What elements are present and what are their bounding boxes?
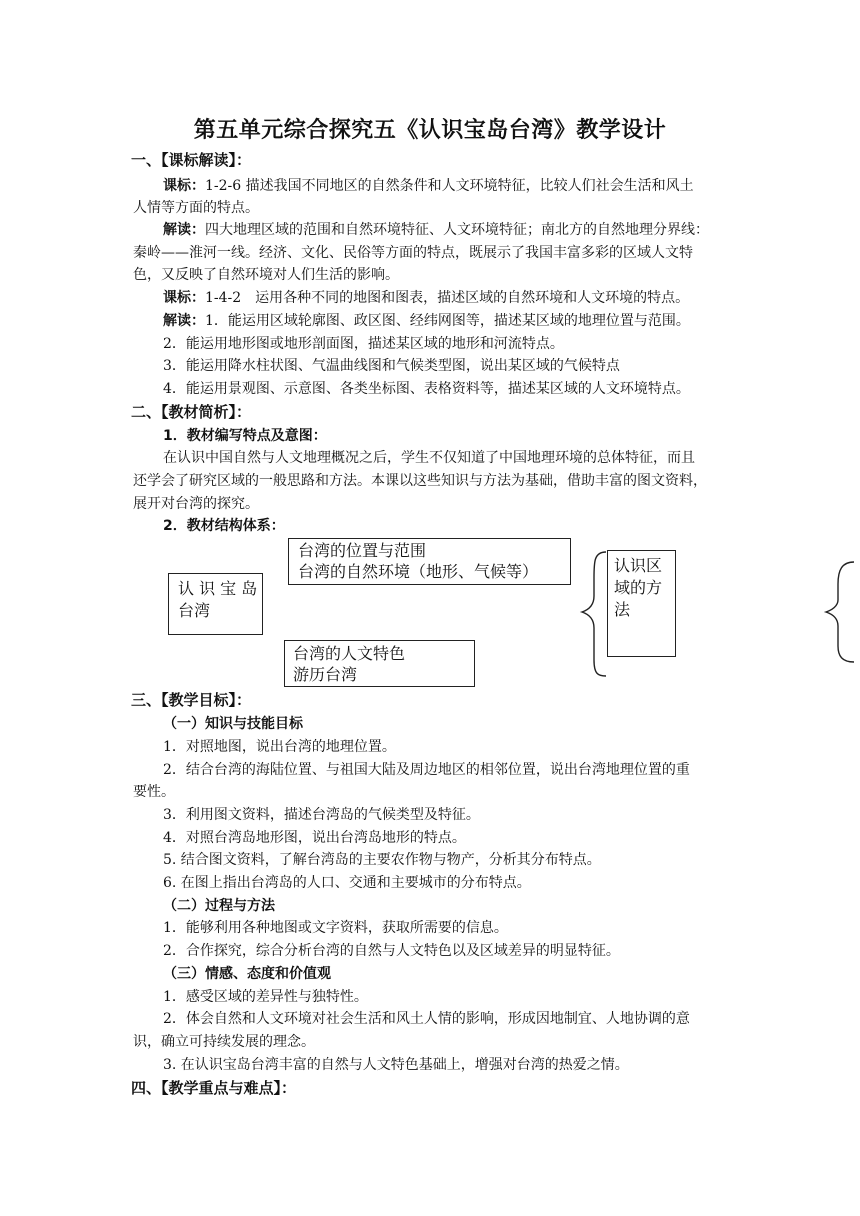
objectives-group-1-item: 要性。: [133, 784, 175, 800]
diagram-box-center-line-2: 台湾: [178, 601, 211, 620]
objectives-group-3-item: 识，确立可持续发展的理念。: [133, 1034, 315, 1050]
standard-1-text-cont: 人情等方面的特点。: [133, 200, 259, 216]
objectives-group-3-item: 2．体会自然和人文环境对社会生活和风土人情的影响，形成因地制宜、人地协调的意: [163, 1011, 690, 1027]
textbook-paragraph-line-2: 还学会了研究区域的一般思路和方法。本课以这些知识与方法为基础，借助丰富的图文资料，: [133, 473, 707, 489]
objectives-group-2-item: 2．合作探究，综合分析台湾的自然与人文特色以及区域差异的明显特征。: [163, 943, 620, 959]
objectives-group-1-item: 1．对照地图，说出台湾的地理位置。: [163, 739, 396, 755]
objectives-group-1-item: 5. 结合图文资料，了解台湾岛的主要农作物与物产，分析其分布特点。: [163, 852, 601, 868]
interpretation-1-line-3: 色，又反映了自然环境对人们生活的影响。: [133, 267, 399, 283]
objectives-group-2-item: 1．能够利用各种地图或文字资料，获取所需要的信息。: [163, 920, 508, 936]
objectives-group-1-heading: （一）知识与技能目标: [163, 716, 303, 732]
section-heading-textbook: 二、【教材简析】：: [131, 403, 252, 421]
objectives-group-3-heading: （三）情感、态度和价值观: [163, 966, 331, 982]
section-heading-standards: 一、【课标解读】：: [131, 151, 252, 169]
diagram-box-method-line-2: 域的方: [614, 578, 663, 597]
interpretation-1-line-2: 秦岭——淮河一线。经济、文化、民俗等方面的特点，既展示了我国丰富多彩的区域人文特: [133, 245, 693, 261]
objectives-group-1-item: 6. 在图上指出台湾岛的人口、交通和主要城市的分布特点。: [163, 875, 531, 891]
objectives-group-1-item: 3．利用图文资料，描述台湾岛的气候类型及特征。: [163, 807, 480, 823]
diagram-box-natural-line-1: 台湾的位置与范围: [298, 541, 427, 560]
diagram-box-natural-line-2: 台湾的自然环境（地形、气候等）: [298, 562, 539, 581]
section-heading-key-points: 四、【教学重点与难点】：: [131, 1079, 297, 1097]
standard-2-text: 1-4-2 运用各种不同的地图和图表，描述区域的自然环境和人文环境的特点。: [205, 290, 690, 306]
interpretation-2-item-1: 1．能运用区域轮廓图、政区图、经纬网图等，描述某区域的地理位置与范围。: [205, 313, 690, 329]
document-title: 第五单元综合探究五《认识宝岛台湾》教学设计: [193, 118, 667, 143]
standard-1-text: 1-2-6 描述我国不同地区的自然条件和人文环境特征，比较人们社会生活和风土: [205, 178, 694, 194]
interpretation-2-item-4: 4．能运用景观图、示意图、各类坐标图、表格资料等，描述某区域的人文环境特点。: [163, 381, 690, 397]
standard-1-label: 课标：: [163, 178, 205, 194]
diagram-box-human-line-1: 台湾的人文特色: [293, 644, 406, 663]
diagram-box-method-line-3: 法: [614, 600, 631, 619]
interpretation-2-item-2: 2．能运用地形图或地形剖面图，描述某区域的地形和河流特点。: [163, 336, 564, 352]
diagram-box-human-line-2: 游历台湾: [293, 665, 358, 684]
textbook-paragraph-line-3: 展开对台湾的探究。: [133, 496, 259, 512]
objectives-group-3-item: 3. 在认识宝岛台湾丰富的自然与人文特色基础上，增强对台湾的热爱之情。: [163, 1057, 629, 1073]
section-heading-objectives: 三、【教学目标】：: [131, 691, 252, 709]
interpretation-2-item-3: 3．能运用降水柱状图、气温曲线图和气候类型图，说出某区域的气候特点: [163, 358, 620, 374]
objectives-group-3-item: 1．感受区域的差异性与独特性。: [163, 989, 368, 1005]
standard-2-label: 课标：: [163, 290, 205, 306]
textbook-paragraph-line-1: 在认识中国自然与人文地理概况之后，学生不仅知道了中国地理环境的总体特征，而且: [163, 450, 695, 466]
objectives-group-1-item: 4．对照台湾岛地形图，说出台湾岛地形的特点。: [163, 830, 466, 846]
objectives-group-1-item: 2．结合台湾的海陆位置、与祖国大陆及周边地区的相邻位置，说出台湾地理位置的重: [163, 762, 690, 778]
diagram-box-method-line-1: 认识区: [614, 556, 663, 575]
textbook-subheading-2: 2．教材结构体系：: [163, 518, 285, 534]
diagram-box-center-line-1: 认 识 宝 岛: [178, 579, 258, 598]
textbook-subheading-1: 1．教材编写特点及意图：: [163, 428, 327, 444]
interpretation-2-label: 解读：: [163, 313, 205, 329]
interpretation-1-label: 解读：: [163, 222, 205, 238]
interpretation-1-text: 四大地理区域的范围和自然环境特征、人文环境特征；南北方的自然地理分界线：: [205, 222, 709, 238]
objectives-group-2-heading: （二）过程与方法: [163, 898, 275, 914]
